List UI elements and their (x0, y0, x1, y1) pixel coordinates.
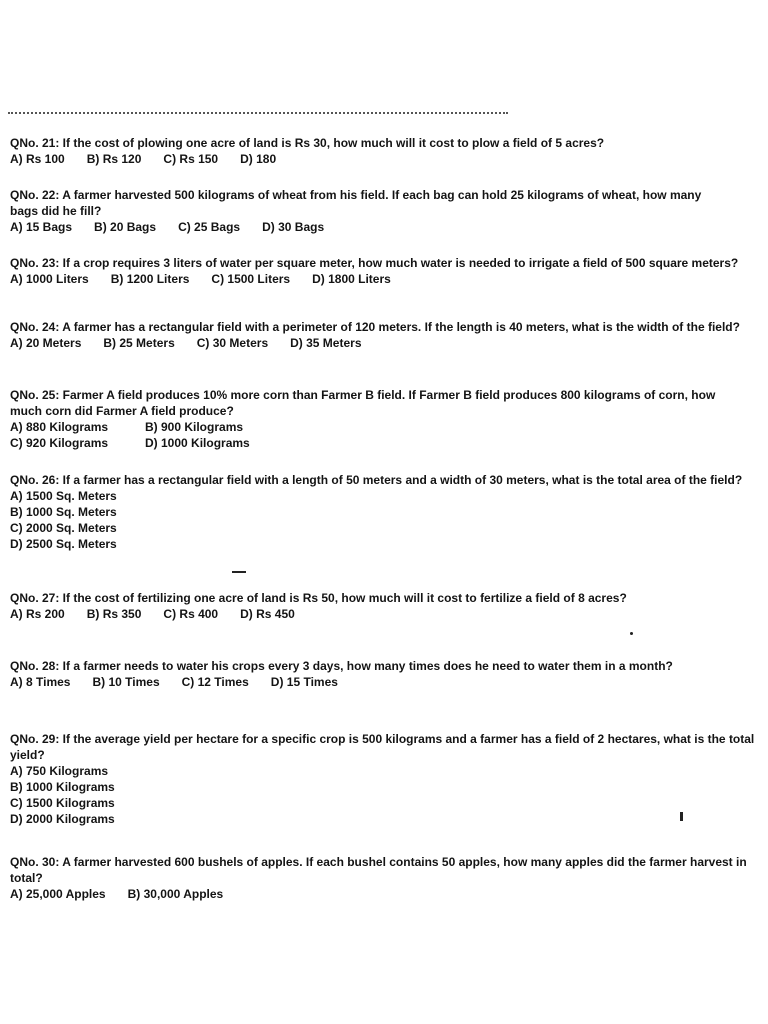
option-d: D) 2500 Sq. Meters (10, 537, 117, 551)
question-text: QNo. 30: A farmer harvested 600 bushels of apples. If each bushel contains 50 apples, how many apples did the farmer harvest in total? (10, 855, 747, 885)
option-a: A) Rs 200 (10, 607, 65, 621)
option-b: B) Rs 350 (86, 607, 142, 621)
question-25 (0, 387, 768, 451)
option-c: C) 1500 Liters (211, 272, 291, 286)
option-c: C) 25 Bags (178, 220, 241, 234)
option-c: C) Rs 400 (163, 607, 219, 621)
option-a: A) 8 Times (10, 675, 71, 689)
question-text: QNo. 26: If a farmer has a rectangular field with a length of 50 meters and a width of 30 meters, what is the total area of the field? (10, 473, 743, 487)
option-b: B) 20 Bags (94, 220, 157, 234)
question-text: QNo. 28: If a farmer needs to water his crops every 3 days, how many times does he need to water them in a month? (10, 659, 673, 673)
options (0, 674, 768, 690)
option-a: A) 20 Meters (10, 336, 82, 350)
stray-dot (630, 632, 633, 635)
options (0, 151, 768, 167)
option-a: A) 25,000 Apples (10, 887, 106, 901)
question-text: QNo. 24: A farmer has a rectangular field with a perimeter of 120 meters. If the length is 40 meters, what is the width of the field? (10, 320, 740, 334)
option-d: D) Rs 450 (240, 607, 295, 621)
option-d: D) 2000 Kilograms (10, 812, 115, 826)
question-text: QNo. 22: A farmer harvested 500 kilograms of wheat from his field. If each bag can hold 25 kilograms of wheat, how many bags did he fill? (10, 188, 702, 218)
options (0, 886, 768, 902)
option-a: A) 1000 Liters (10, 272, 89, 286)
question-30 (0, 854, 768, 902)
question-text: QNo. 29: If the average yield per hectare for a specific crop is 500 kilograms and a farmer has a field of 2 hectares, what is the total yield? (10, 732, 755, 762)
option-b: B) 900 Kilograms (145, 420, 244, 434)
question-21 (0, 135, 768, 167)
option-a: A) Rs 100 (10, 152, 65, 166)
option-b: B) 1000 Sq. Meters (10, 505, 117, 519)
option-d: D) 15 Times (270, 675, 338, 689)
question-23 (0, 255, 768, 287)
option-c: C) 12 Times (181, 675, 249, 689)
option-c: C) 2000 Sq. Meters (10, 521, 117, 535)
option-a: A) 15 Bags (10, 220, 73, 234)
option-d: D) 30 Bags (262, 220, 325, 234)
question-24 (0, 319, 768, 351)
question-22 (0, 187, 768, 235)
option-b: B) 10 Times (92, 675, 160, 689)
option-b: B) Rs 120 (86, 152, 142, 166)
option-c: C) 1500 Kilograms (10, 796, 115, 810)
question-26 (0, 472, 768, 552)
question-text: QNo. 21: If the cost of plowing one acre of land is Rs 30, how much will it cost to plow a field of 5 acres? (10, 136, 605, 150)
question-text: QNo. 27: If the cost of fertilizing one acre of land is Rs 50, how much will it cost to fertilize a field of 8 acres? (10, 591, 627, 605)
options (0, 419, 768, 451)
stray-tick (680, 812, 683, 821)
option-d: D) 180 (240, 152, 277, 166)
option-b: B) 25 Meters (103, 336, 175, 350)
question-text: QNo. 25: Farmer A field produces 10% more corn than Farmer B field. If Farmer B field produces 800 kilograms of corn, how much corn did Farmer A field produce? (10, 388, 716, 418)
question-28 (0, 658, 768, 690)
option-c: C) 30 Meters (196, 336, 269, 350)
options (0, 763, 768, 827)
options (0, 271, 768, 287)
options (0, 219, 768, 235)
options (0, 488, 768, 552)
option-d: D) 1000 Kilograms (145, 436, 250, 450)
options (0, 335, 768, 351)
question-text: QNo. 23: If a crop requires 3 liters of water per square meter, how much water is needed to irrigate a field of 500 square meters? (10, 256, 739, 270)
option-b: B) 1200 Liters (110, 272, 190, 286)
stray-mark (232, 571, 246, 573)
option-a: A) 1500 Sq. Meters (10, 489, 117, 503)
top-divider (8, 112, 508, 114)
option-a: A) 880 Kilograms (10, 420, 109, 434)
option-c: C) 920 Kilograms (10, 436, 109, 450)
option-c: C) Rs 150 (163, 152, 219, 166)
options (0, 606, 768, 622)
option-a: A) 750 Kilograms (10, 764, 109, 778)
option-d: D) 1800 Liters (312, 272, 391, 286)
question-29 (0, 731, 768, 827)
option-b: B) 1000 Kilograms (10, 780, 115, 794)
option-d: D) 35 Meters (290, 336, 362, 350)
question-27 (0, 590, 768, 622)
option-b: B) 30,000 Apples (127, 887, 224, 901)
